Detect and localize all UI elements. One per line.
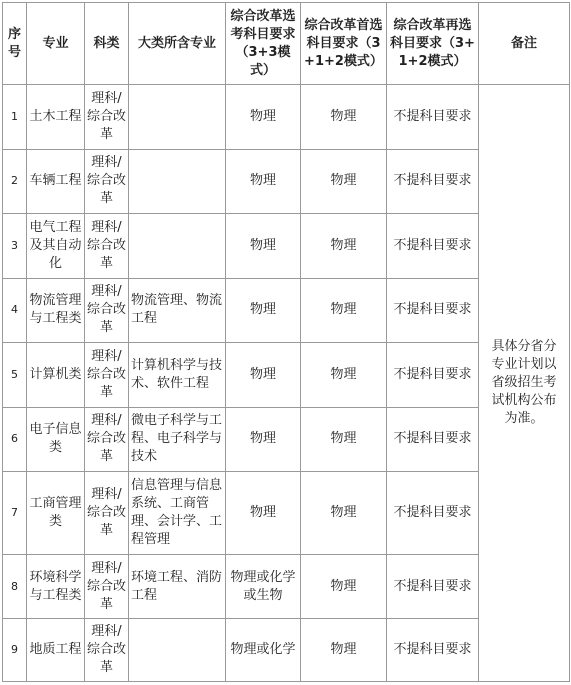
row-no: 6 <box>3 407 27 472</box>
row-category: 理科/综合改革 <box>85 343 129 408</box>
header-remark: 备注 <box>479 3 570 85</box>
row-includes <box>129 85 226 150</box>
table-row <box>3 85 570 150</box>
row-first-312: 物理 <box>301 214 387 279</box>
row-major: 计算机类 <box>27 343 85 408</box>
row-no: 5 <box>3 343 27 408</box>
row-req-33: 物理或化学 <box>226 619 301 682</box>
row-req-33: 物理 <box>226 407 301 472</box>
row-category: 理科/综合改革 <box>85 554 129 619</box>
row-no: 4 <box>3 278 27 343</box>
row-second-312: 不提科目要求 <box>387 278 479 343</box>
row-second-312: 不提科目要求 <box>387 214 479 279</box>
row-major: 地质工程 <box>27 619 85 682</box>
row-major: 电气工程及其自动化 <box>27 214 85 279</box>
row-includes: 信息管理与信息系统、工商管理、会计学、工程管理 <box>129 472 226 555</box>
row-includes: 微电子科学与工程、电子科学与技术 <box>129 407 226 472</box>
header-row <box>3 3 570 85</box>
row-major: 土木工程 <box>27 85 85 150</box>
row-first-312: 物理 <box>301 619 387 682</box>
header-req-33: 综合改革选考科目要求（3+3模式） <box>226 3 301 85</box>
header-second-312: 综合改革再选科目要求（3+1+2模式） <box>387 3 479 85</box>
row-category: 理科/综合改革 <box>85 214 129 279</box>
row-includes <box>129 214 226 279</box>
row-major: 物流管理与工程类 <box>27 278 85 343</box>
row-first-312: 物理 <box>301 554 387 619</box>
row-req-33: 物理 <box>226 149 301 214</box>
admission-requirements-table <box>2 2 570 682</box>
row-no: 7 <box>3 472 27 555</box>
row-req-33: 物理 <box>226 278 301 343</box>
header-no: 序号 <box>3 3 27 85</box>
row-major: 环境科学与工程类 <box>27 554 85 619</box>
row-second-312: 不提科目要求 <box>387 407 479 472</box>
row-no: 3 <box>3 214 27 279</box>
row-includes: 计算机科学与技术、软件工程 <box>129 343 226 408</box>
row-no: 2 <box>3 149 27 214</box>
header-first-312: 综合改革首选科目要求（3+1+2模式） <box>301 3 387 85</box>
row-major: 工商管理类 <box>27 472 85 555</box>
row-req-33: 物理 <box>226 472 301 555</box>
row-second-312: 不提科目要求 <box>387 343 479 408</box>
row-first-312: 物理 <box>301 407 387 472</box>
header-major: 专业 <box>27 3 85 85</box>
row-req-33: 物理 <box>226 85 301 150</box>
row-no: 9 <box>3 619 27 682</box>
row-req-33: 物理 <box>226 214 301 279</box>
row-first-312: 物理 <box>301 278 387 343</box>
row-category: 理科/综合改革 <box>85 407 129 472</box>
row-second-312: 不提科目要求 <box>387 619 479 682</box>
row-second-312: 不提科目要求 <box>387 472 479 555</box>
row-second-312: 不提科目要求 <box>387 85 479 150</box>
remark-cell: 具体分省分专业计划以省级招生考试机构公布为准。 <box>479 85 570 682</box>
row-second-312: 不提科目要求 <box>387 149 479 214</box>
row-first-312: 物理 <box>301 343 387 408</box>
row-no: 1 <box>3 85 27 150</box>
row-second-312: 不提科目要求 <box>387 554 479 619</box>
row-category: 理科/综合改革 <box>85 149 129 214</box>
row-includes: 物流管理、物流工程 <box>129 278 226 343</box>
header-category: 科类 <box>85 3 129 85</box>
row-first-312: 物理 <box>301 149 387 214</box>
row-category: 理科/综合改革 <box>85 472 129 555</box>
row-first-312: 物理 <box>301 85 387 150</box>
row-req-33: 物理 <box>226 343 301 408</box>
row-includes <box>129 149 226 214</box>
row-includes: 环境工程、消防工程 <box>129 554 226 619</box>
row-major: 车辆工程 <box>27 149 85 214</box>
row-includes <box>129 619 226 682</box>
row-category: 理科/综合改革 <box>85 278 129 343</box>
row-category: 理科/综合改革 <box>85 85 129 150</box>
row-req-33: 物理或化学或生物 <box>226 554 301 619</box>
row-no: 8 <box>3 554 27 619</box>
row-first-312: 物理 <box>301 472 387 555</box>
row-category: 理科/综合改革 <box>85 619 129 682</box>
row-major: 电子信息类 <box>27 407 85 472</box>
header-includes: 大类所含专业 <box>129 3 226 85</box>
